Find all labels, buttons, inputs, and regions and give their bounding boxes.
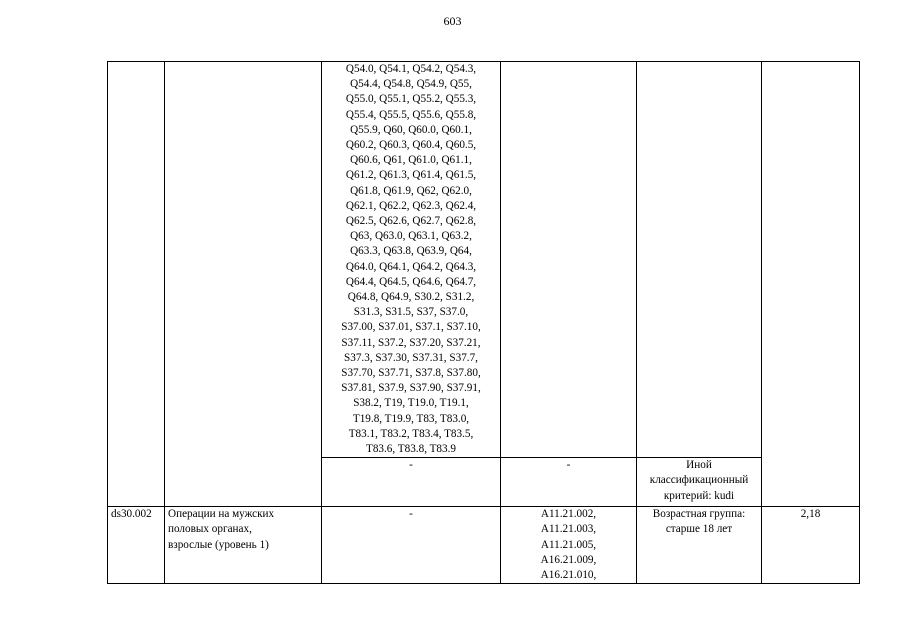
codes-line: S37.81, S37.9, S37.90, S37.91,	[341, 382, 481, 395]
services-cell-empty	[501, 62, 637, 458]
codes-line: Q62.1, Q62.2, Q62.3, Q62.4,	[345, 199, 477, 212]
service-code: A11.21.005,	[540, 538, 597, 551]
codes-line: Q61.8, Q61.9, Q62, Q62.0,	[350, 184, 472, 197]
codes-line: Q62.5, Q62.6, Q62.7, Q62.8,	[345, 215, 477, 228]
codes-line: S37.00, S37.01, S37.1, S37.10,	[341, 321, 481, 334]
coefficient-cell-empty	[762, 62, 860, 507]
name-line: Операции на мужских	[168, 508, 275, 521]
diagnosis-codes-cell	[322, 62, 501, 458]
codes-line: Q64.0, Q64.1, Q64.2, Q64.3,	[345, 260, 477, 273]
codes-line: S37.3, S37.30, S37.31, S37.7,	[344, 351, 478, 364]
service-code: A11.21.002,	[540, 508, 597, 521]
codes-line: Q60.6, Q61, Q61.0, Q61.1,	[350, 154, 472, 167]
ds-criterion-cell	[637, 507, 762, 584]
codes-line: S31.3, S31.5, S37, S37.0,	[353, 306, 469, 319]
codes-line: T83.1, T83.2, T83.4, T83.5,	[348, 427, 474, 440]
codes-line: Q55.9, Q60, Q60.0, Q60.1,	[350, 123, 472, 136]
name-line: половых органах,	[168, 523, 252, 536]
ds-name-cell	[165, 507, 322, 584]
service-code: A16.21.009,	[540, 553, 597, 566]
sub-diagnosis-cell: -	[322, 458, 501, 507]
codes-line: Q64.4, Q64.5, Q64.6, Q64.7,	[345, 275, 477, 288]
codes-line: Q55.0, Q55.1, Q55.2, Q55.3,	[345, 93, 477, 106]
codes-line: Q60.2, Q60.3, Q60.4, Q60.5,	[345, 139, 477, 152]
table-row	[108, 507, 860, 584]
ds-coefficient-cell: 2,18	[762, 507, 860, 584]
codes-line: S37.70, S37.71, S37.8, S37.80,	[341, 367, 481, 380]
criterion-line: Возрастная группа:	[652, 508, 746, 521]
criterion-line: классификационный	[649, 474, 749, 487]
criterion-line: Иной	[686, 459, 712, 472]
criterion-line: критерий: kudi	[663, 489, 735, 502]
codes-line: Q63, Q63.0, Q63.1, Q63.2,	[350, 230, 472, 243]
codes-line: Q54.4, Q54.8, Q54.9, Q55,	[350, 78, 472, 91]
name-cell-empty	[165, 62, 322, 507]
codes-line: S38.2, T19, T19.0, T19.1,	[353, 397, 469, 410]
codes-line: Q54.0, Q54.1, Q54.2, Q54.3,	[345, 63, 477, 75]
codes-line: Q61.2, Q61.3, Q61.4, Q61.5,	[345, 169, 477, 182]
name-line: взрослые (уровень 1)	[168, 538, 269, 551]
criterion-cell-empty	[637, 62, 762, 458]
page-number: 603	[443, 14, 462, 28]
service-code: A16.21.010,	[540, 569, 597, 582]
codes-line: T83.6, T83.8, T83.9	[365, 443, 457, 456]
criterion-line: старше 18 лет	[665, 523, 733, 536]
codes-line: Q64.8, Q64.9, S30.2, S31.2,	[347, 291, 475, 304]
service-code: A11.21.003,	[540, 523, 597, 536]
ds-code-cell: ds30.002	[108, 507, 165, 584]
codes-line: Q63.3, Q63.8, Q63.9, Q64,	[350, 245, 472, 258]
codes-line: Q55.4, Q55.5, Q55.6, Q55.8,	[345, 108, 477, 121]
codes-line: T19.8, T19.9, T83, T83.0,	[352, 412, 470, 425]
ds-services-cell	[501, 507, 637, 584]
sub-criterion-cell	[637, 458, 762, 507]
codes-line: S37.11, S37.2, S37.20, S37.21,	[341, 336, 481, 349]
code-cell-empty	[108, 62, 165, 507]
tariff-table	[107, 61, 860, 584]
table-row	[108, 62, 860, 458]
sub-services-cell: -	[501, 458, 637, 507]
ds-diagnosis-cell: -	[322, 507, 501, 584]
